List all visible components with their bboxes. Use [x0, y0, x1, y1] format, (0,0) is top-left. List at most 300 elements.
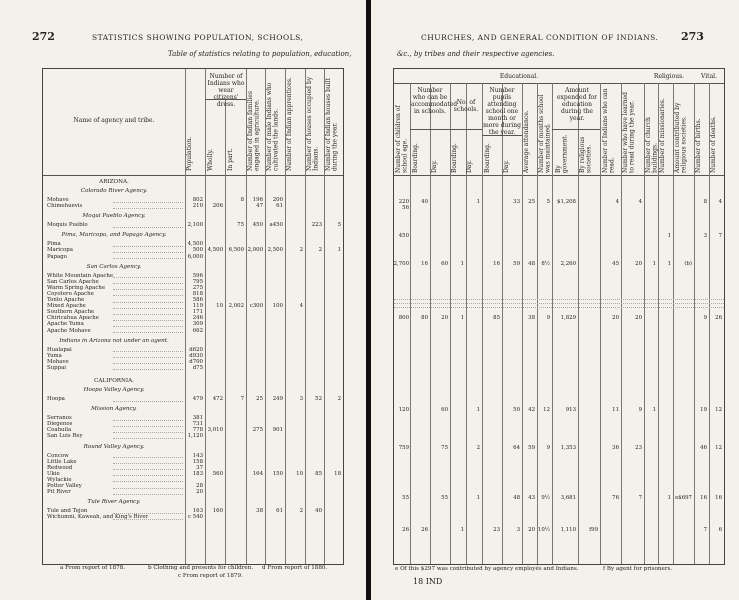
dotted-row: [394, 299, 724, 300]
table-subtitle: &c., by tribes and their respective agencies.: [397, 50, 555, 58]
page-number: 272: [32, 30, 55, 43]
cell-pop: 119: [192, 303, 203, 310]
cell-ad: 20: [441, 315, 448, 321]
leader-dots: [113, 488, 183, 489]
cell-avg: 38: [528, 315, 535, 321]
cell-pop: d75: [192, 364, 203, 371]
tribe-name: Concow: [47, 452, 69, 459]
cell-app: 3: [299, 396, 303, 402]
tribe-name: Warm Spring Apache: [47, 284, 106, 291]
tribe-name: Redwood: [47, 464, 73, 471]
cell-pop: 309: [192, 321, 203, 328]
leader-dots: [113, 283, 183, 284]
cell-bir: 8: [703, 199, 707, 205]
cell-app: 4: [299, 303, 303, 310]
cell-sd: 2: [476, 445, 480, 451]
cell-wholly: 4,500: [207, 247, 223, 254]
leader-dots: [113, 357, 183, 358]
cell-male: a450: [269, 222, 283, 229]
cell-app: 2: [299, 247, 303, 254]
header-wholly: Wholly.: [207, 149, 214, 171]
cell-dth: 26: [715, 315, 722, 321]
cell-pop: d930: [189, 352, 203, 359]
cell-csa: 450: [398, 233, 409, 239]
cell-part: 2,002: [228, 303, 244, 310]
header-citizens-dress: Number of Indians who wear citizens' dress.: [207, 73, 245, 108]
tribe-name: Mohave: [47, 358, 69, 365]
cell-sd: 1: [476, 407, 480, 413]
page-number: 273: [681, 30, 704, 43]
cell-wholly: 206: [212, 203, 223, 210]
cell-part: 7: [240, 396, 244, 402]
cell-dth: 7: [718, 233, 722, 239]
header-accommodated: Number who can be accommodated in schools.: [411, 87, 458, 115]
cell-male: 150: [272, 470, 283, 477]
cell-dth: 12: [715, 407, 722, 413]
tribe-name: San Carlos Apache: [47, 278, 99, 285]
tribe-name: Maricopa: [47, 247, 73, 254]
cell-ab: 40: [421, 199, 428, 205]
cell-wholly: 3,010: [207, 427, 223, 434]
cell-bir: 16: [700, 495, 707, 501]
cell-hocc: 2: [318, 247, 322, 254]
cell-pd: 3: [516, 527, 520, 533]
tribe-name: Suppai: [47, 364, 67, 371]
tribe-name: Potter Valley: [47, 483, 82, 489]
header-acc-day: Day.: [431, 160, 438, 173]
leader-dots: [113, 420, 183, 421]
cell-read: 20: [612, 315, 619, 321]
cell-pd: 33: [513, 199, 520, 205]
cell-gov: 1,353: [560, 445, 576, 451]
cell-fam: 2,000: [247, 247, 263, 254]
footnote-a: a From report of 1878.: [60, 565, 125, 571]
cell-pop: 20: [196, 489, 203, 496]
cell-pb: 23: [493, 527, 500, 533]
leader-dots: [113, 332, 183, 333]
agency-heading: Hoopa Valley Agency.: [83, 387, 145, 393]
cell-chb: 1: [652, 261, 656, 267]
leader-dots: [113, 246, 183, 247]
cell-male: 61: [276, 508, 283, 515]
cell-hbuilt: 1: [337, 247, 341, 254]
leader-dots: [113, 202, 183, 203]
cell-bir: 7: [703, 527, 707, 533]
cell-con: (b): [684, 261, 692, 267]
leader-dots: [113, 308, 183, 309]
cell-mo: 5: [546, 199, 550, 205]
cell-hocc: 40: [315, 508, 322, 515]
cell-mis: 1: [667, 233, 671, 239]
cell-mo: 10½: [537, 527, 550, 533]
leader-dots: [113, 295, 183, 296]
cell-male: 901: [272, 427, 283, 434]
footnote-f: f By agent for prisoners.: [603, 566, 673, 572]
tribe-name: Tule and Tejon: [47, 508, 88, 515]
tribe-name: Hualapai: [47, 346, 72, 353]
leader-dots: [113, 314, 183, 315]
cell-male: 249: [272, 396, 283, 402]
cell-dth: 16: [715, 495, 722, 501]
cell-csa: 800: [398, 315, 409, 321]
cell-ad: 60: [441, 261, 448, 267]
cell-bir: 46: [700, 445, 707, 451]
cell-pop: 1,120: [187, 433, 203, 440]
cell-pop: 802: [192, 197, 203, 203]
footnote-c: c From report of 1879.: [178, 573, 243, 579]
group-vital: Vital.: [701, 73, 717, 80]
cell-pop: 275: [192, 284, 203, 291]
cell-wholly: 160: [212, 508, 223, 515]
cell-ab: 26: [421, 527, 428, 533]
cell-sb: 1: [460, 527, 464, 533]
leader-dots: [113, 475, 183, 476]
cell-pop: 246: [192, 315, 203, 322]
cell-pop: 500: [192, 247, 203, 254]
cell-avg: 20: [528, 527, 535, 533]
header-families-agriculture: Number of Indian families engaged in agriculture.: [247, 91, 261, 171]
cell-fam: 275: [252, 427, 263, 434]
leader-dots: [113, 432, 183, 433]
cell-pop: 2,100: [187, 222, 203, 229]
cell-ab: 16: [421, 261, 428, 267]
tribe-name: Tonto Apache: [47, 297, 85, 303]
cell-sb: 1: [460, 315, 464, 321]
section-heading: ARIZONA.: [99, 179, 129, 185]
header-amount-expended: Amount expended for education during the year.: [556, 87, 598, 122]
cell-pop: 778: [192, 427, 203, 434]
tribe-name: Ukie: [47, 470, 60, 477]
cell-sd: 1: [476, 199, 480, 205]
subheader-rule: [552, 129, 600, 130]
header-deaths: Number of deaths.: [710, 116, 717, 173]
cell-ab: 80: [421, 315, 428, 321]
cell-dth: 12: [715, 445, 722, 451]
cell-pb: 16: [493, 261, 500, 267]
group-religious: Religious.: [653, 73, 685, 80]
cell-bir: 3: [703, 233, 707, 239]
cell-fam: 450: [252, 222, 263, 229]
tribe-name: Papago: [47, 253, 67, 260]
header-months-maintained: Number of months school was maintained.: [538, 94, 552, 173]
cell-csa: 120: [398, 407, 409, 413]
leader-dots: [113, 438, 183, 439]
agency-heading: San Carlos Agency.: [86, 263, 142, 270]
cell-pop: 158: [192, 458, 203, 465]
signature-mark: 18 IND: [413, 577, 443, 586]
cell-lrn: 7: [638, 495, 642, 501]
cell-avg: 25: [528, 199, 535, 205]
leader-dots: [113, 258, 183, 259]
table-subtitle: Table of statistics relating to population, education,: [168, 50, 352, 58]
cell-pop: 171: [192, 309, 203, 316]
cell-pop: 210: [192, 203, 203, 210]
cell-wholly: 10: [216, 303, 223, 310]
cell-hbuilt: 2: [337, 396, 341, 402]
tribe-name: Little Lake: [47, 458, 77, 465]
dotted-row: [394, 303, 724, 304]
agency-heading: Pima, Maricopa, and Papago Agency.: [61, 232, 167, 239]
leader-dots: [113, 277, 183, 278]
cell-pop: 795: [192, 278, 203, 285]
left-page: [0, 0, 366, 600]
agency-heading: Colorado River Agency.: [80, 188, 148, 194]
table-body-right: [394, 177, 724, 563]
cell-sb: 1: [460, 261, 464, 267]
header-church-buildings: Number of church buildings.: [645, 117, 659, 173]
cell-csa: 759: [398, 445, 409, 451]
header-male-cultivators: Number of male Indians who cultivated the lands.: [266, 82, 280, 171]
leader-dots: [113, 252, 183, 253]
tribe-name: Wichumni, Kaweah, and King's River: [47, 514, 149, 521]
header-contributed: Amount contributed by religious societies.: [674, 102, 688, 173]
tribe-name: Coahuila: [47, 427, 72, 434]
cell-fam: 196: [252, 197, 263, 203]
cell-read: 11: [612, 407, 619, 413]
cell-pop: 479: [192, 396, 203, 402]
footnote-e: e Of this $297 was contributed by agency employés and Indians.: [395, 566, 579, 572]
header-pup-boarding: Boarding.: [484, 143, 491, 173]
header-no-schools: No. of schools.: [453, 99, 479, 113]
cell-app: 2: [299, 508, 303, 515]
leader-dots: [113, 494, 183, 495]
tribe-name: Southern Apache: [47, 309, 95, 316]
right-page: [371, 0, 739, 600]
cell-fam: c300: [249, 303, 263, 310]
cell-ad: 75: [441, 445, 448, 451]
header-learned-year: Number who have learned to read during the year.: [622, 92, 636, 173]
cell-pop: 662: [192, 327, 203, 334]
cell-pop: 596: [192, 272, 203, 279]
statistics-table-right: [393, 68, 725, 565]
cell-lrn: 20: [635, 261, 642, 267]
cell-bir: 9: [703, 315, 707, 321]
dotted-row: [394, 307, 724, 308]
cell-mo: 8½: [541, 261, 550, 267]
cell-part: 75: [237, 222, 244, 229]
cell-lrn: 9: [638, 407, 642, 413]
tribe-name: Serranos: [47, 415, 72, 422]
cell-part: 8: [240, 197, 244, 203]
cell-bir: 19: [700, 407, 707, 413]
cell-pop: 818: [192, 290, 203, 297]
header-population: Population.: [186, 136, 193, 171]
cell-lrn: 20: [635, 315, 642, 321]
cell-mis: 1: [667, 495, 671, 501]
cell-pop: d620: [189, 346, 203, 353]
leader-dots: [113, 208, 183, 209]
header-missionaries: Number of missionaries.: [659, 98, 666, 173]
cell-hocc: 223: [311, 222, 322, 229]
tribe-name: Yuma: [47, 352, 62, 359]
cell-csa: 220: [398, 199, 409, 205]
cell-dth: 4: [718, 199, 722, 205]
cell-hbuilt: 18: [334, 470, 341, 477]
cell-pop: 586: [192, 297, 203, 303]
header-by-government: By government.: [555, 134, 569, 173]
cell-avg: 43: [528, 495, 535, 501]
tribe-name: Mixed Apache: [47, 303, 86, 310]
header-sch-boarding: Boarding.: [451, 143, 458, 173]
cell-pb: 85: [493, 315, 500, 321]
cell-pop: 28: [196, 483, 203, 489]
leader-dots: [113, 351, 183, 352]
cell-csa: 55: [402, 495, 409, 501]
cell-pop: d700: [189, 358, 203, 365]
tribe-name: San Luis Rey: [47, 433, 83, 440]
cell-fam: 164: [252, 470, 263, 477]
cell-male: 100: [272, 303, 283, 310]
tribe-name: Pima: [47, 241, 61, 248]
cell-mo: 9½: [541, 495, 550, 501]
cell-csa: 56: [402, 205, 409, 211]
cell-ad: 60: [441, 407, 448, 413]
running-head: CHURCHES, AND GENERAL CONDITION OF INDIANS.: [421, 33, 659, 42]
tribe-name: Apache Yuma: [47, 321, 84, 328]
leader-dots: [113, 401, 183, 402]
cell-gov: 3,681: [560, 495, 576, 501]
header-pupils: Number pupils attending school one month or more during the year.: [483, 87, 521, 136]
header-pup-day: Day.: [503, 160, 510, 173]
cell-part: 6,500: [228, 247, 244, 254]
header-avg-attendance: Average attendance.: [523, 110, 530, 173]
cell-avg: 42: [528, 407, 535, 413]
cell-avg: 59: [528, 445, 535, 451]
header-can-read: Number of Indians who can read.: [602, 88, 616, 173]
cell-gov: 913: [565, 407, 576, 413]
section-heading: CALIFORNIA.: [94, 378, 134, 384]
cell-mo: 12: [543, 407, 550, 413]
leader-dots: [113, 289, 183, 290]
subheader-rule: [410, 129, 450, 130]
header-houses-built: Number of Indian houses built during the year.: [325, 78, 339, 171]
cell-gov: 1,110: [560, 527, 576, 533]
cell-pop: 183: [192, 470, 203, 477]
cell-lrn: 4: [638, 199, 642, 205]
header-houses-occupied: Number of houses occupied by Indians.: [306, 76, 320, 171]
cell-hocc: 85: [315, 470, 322, 477]
leader-dots: [113, 320, 183, 321]
leader-dots: [113, 469, 183, 470]
header-apprentices: Number of Indian apprentices.: [286, 77, 293, 171]
statistics-table-left: [42, 68, 344, 565]
header-name-agency-tribe: Name of agency and tribe.: [73, 117, 155, 124]
table-body-left: [43, 177, 343, 563]
cell-pop: 163: [192, 508, 203, 515]
cell-pop: 6,000: [187, 253, 203, 260]
cell-csa: 26: [402, 527, 409, 533]
cell-read: 4: [615, 199, 619, 205]
cell-chb: 1: [652, 407, 656, 413]
tribe-name: Moquis Pueblo: [47, 222, 88, 229]
cell-con: e$697: [675, 495, 692, 501]
cell-read: 76: [612, 495, 619, 501]
cell-mo: 9: [546, 445, 550, 451]
cell-fam: 47: [256, 203, 263, 210]
cell-gov: 2,260: [560, 261, 576, 267]
agency-heading: Mission Agency.: [91, 406, 137, 413]
cell-rel: f99: [589, 527, 598, 533]
header-by-religious: By religious societies.: [579, 136, 593, 173]
cell-csa: 2,700: [393, 261, 409, 267]
cell-pop: 381: [192, 415, 203, 422]
cell-read: 36: [612, 445, 619, 451]
cell-mo: 9: [546, 315, 550, 321]
cell-hocc: 52: [315, 396, 322, 402]
cell-mis: 1: [667, 261, 671, 267]
tribe-name: Coyotero Apache: [47, 290, 94, 297]
cell-fam: 38: [256, 508, 263, 515]
cell-pop: 4,500: [187, 241, 203, 248]
leader-dots: [113, 426, 183, 427]
cell-pd: 64: [513, 445, 520, 451]
cell-pd: 48: [513, 495, 520, 501]
tribe-name: Chiricahua Apache: [47, 315, 99, 322]
leader-dots: [113, 457, 183, 458]
header-acc-boarding: Boarding.: [412, 143, 419, 173]
cell-lrn: 23: [635, 445, 642, 451]
group-educational: Educational.: [499, 73, 539, 80]
cell-male: 61: [276, 203, 283, 210]
cell-pd: 59: [513, 261, 520, 267]
subheader-rule: [450, 129, 482, 130]
tribe-name: Wylackie: [47, 476, 72, 483]
agency-heading: Tule River Agency.: [87, 499, 141, 506]
cell-fam: 25: [256, 396, 263, 402]
leader-dots: [113, 481, 183, 482]
tribe-name: Chimehuevis: [47, 203, 83, 210]
leader-dots: [113, 369, 183, 370]
footnote-b: b Clothing and presents for children.: [148, 565, 254, 571]
header-births: Number of births.: [695, 118, 702, 173]
cell-pop: 731: [192, 421, 203, 428]
header-children-school-age: Number of children of school age.: [395, 105, 409, 173]
header-sch-day: Day.: [466, 160, 473, 173]
cell-ad: 55: [441, 495, 448, 501]
cell-dth: 6: [718, 527, 722, 533]
leader-dots: [113, 519, 183, 520]
agency-heading: Indians in Arizona not under an agent.: [59, 337, 169, 344]
cell-avg: 48: [528, 261, 535, 267]
cell-male: 200: [272, 197, 283, 203]
agency-heading: Round Valley Agency.: [83, 443, 145, 450]
tribe-name: White Mountain Apache: [47, 272, 114, 279]
cell-male: 2,500: [267, 247, 283, 254]
cell-sd: 1: [476, 495, 480, 501]
tribe-name: Pit River: [47, 489, 71, 496]
cell-gov: 1,829: [560, 315, 576, 321]
cell-read: 45: [612, 261, 619, 267]
cell-wholly: 472: [212, 396, 223, 402]
cell-app: 10: [296, 470, 303, 477]
header-in-part: In part.: [227, 148, 234, 171]
tribe-name: Mohave: [47, 197, 69, 203]
tribe-name: Apache Mohave: [47, 327, 91, 334]
tribe-name: Diegenos: [47, 421, 73, 428]
cell-wholly: 560: [212, 470, 223, 477]
leader-dots: [113, 326, 183, 327]
cell-pop: 143: [192, 452, 203, 459]
running-head: STATISTICS SHOWING POPULATION, SCHOOLS,: [92, 33, 304, 42]
agency-heading: Moqui Pueblo Agency.: [82, 213, 146, 220]
leader-dots: [113, 363, 183, 364]
footnote-d: d From report of 1880.: [262, 565, 328, 571]
leader-dots: [113, 463, 183, 464]
tribe-name: Hoopa: [47, 396, 65, 402]
cell-pop: c 540: [187, 514, 203, 521]
leader-dots: [113, 227, 183, 228]
cell-pop: 37: [196, 464, 203, 471]
